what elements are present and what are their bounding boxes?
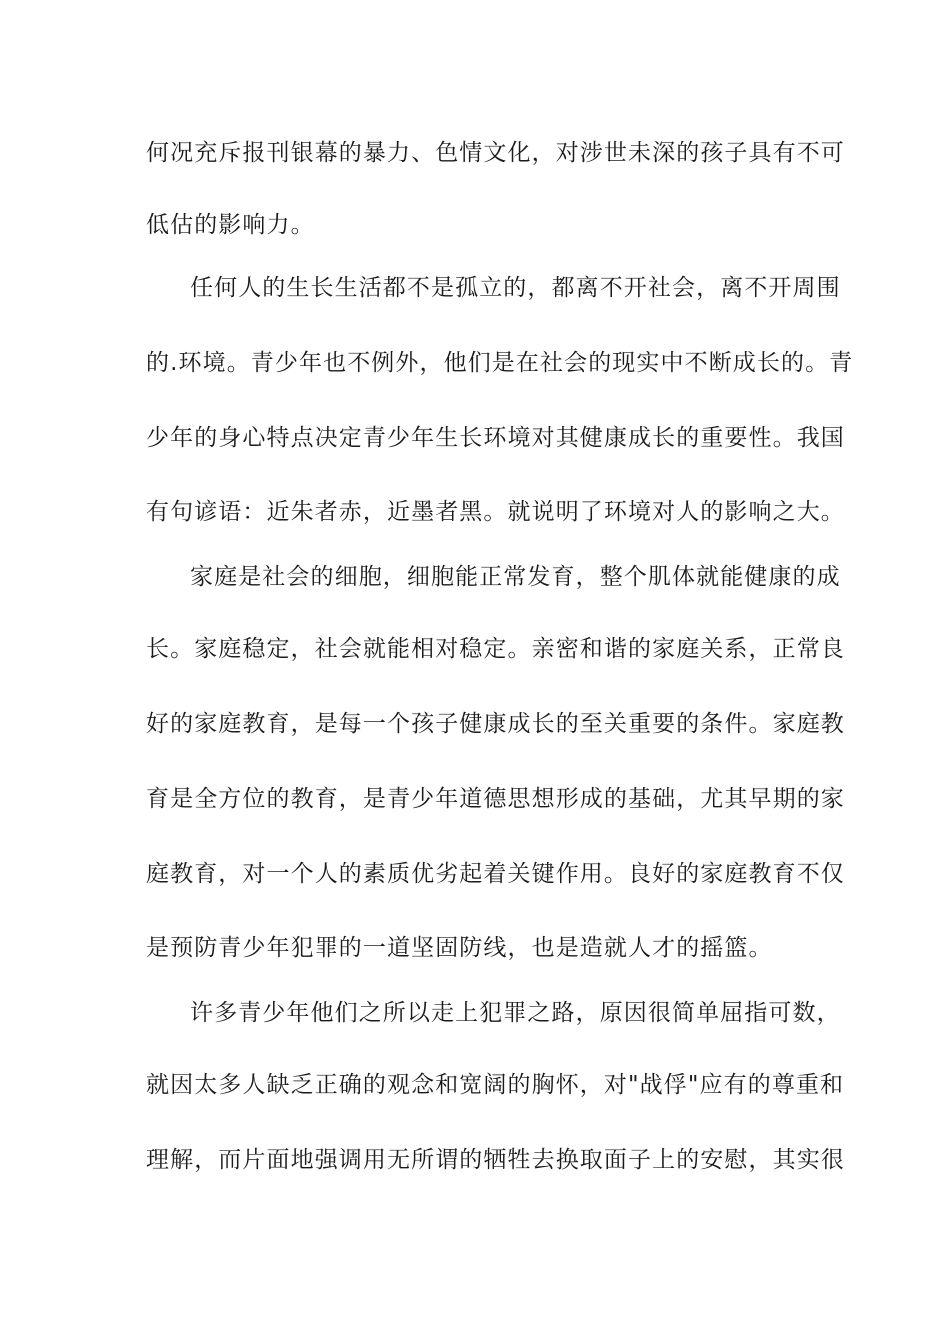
text-line-15: 理解，而片面地强调用无所谓的牺牲去换取面子上的安慰，其实很 (146, 1147, 845, 1173)
text-line-13: 许多青少年他们之所以走上犯罪之路，原因很简单屈指可数， (190, 1000, 841, 1026)
text-line-8: 长。家庭稳定，社会就能相对稳定。亲密和谐的家庭关系，正常良 (146, 636, 845, 662)
text-line-6: 有句谚语：近朱者赤，近墨者黑。就说明了环境对人的影响之大。 (146, 499, 845, 525)
text-line-9: 好的家庭教育，是每一个孩子健康成长的至关重要的条件。家庭教 (146, 711, 845, 737)
text-line-4: 的.环境。青少年也不例外，他们是在社会的现实中不断成长的。青 (146, 350, 854, 376)
text-line-2: 低估的影响力。 (146, 212, 315, 238)
text-line-3: 任何人的生长生活都不是孤立的，都离不开社会，离不开周围 (190, 275, 841, 301)
text-line-10: 育是全方位的教育，是青少年道德思想形成的基础，尤其早期的家 (146, 786, 845, 812)
text-line-14: 就因太多人缺乏正确的观念和宽阔的胸怀，对"战俘"应有的尊重和 (146, 1072, 845, 1098)
text-line-11: 庭教育，对一个人的素质优劣起着关键作用。良好的家庭教育不仅 (146, 861, 845, 887)
text-line-7: 家庭是社会的细胞，细胞能正常发育，整个肌体就能健康的成 (190, 564, 841, 590)
text-line-12: 是预防青少年犯罪的一道坚固防线，也是造就人才的摇篮。 (146, 935, 773, 961)
text-line-1: 何况充斥报刊银幕的暴力、色情文化，对涉世未深的孩子具有不可 (146, 140, 845, 166)
text-line-5: 少年的身心特点决定青少年生长环境对其健康成长的重要性。我国 (146, 425, 845, 451)
